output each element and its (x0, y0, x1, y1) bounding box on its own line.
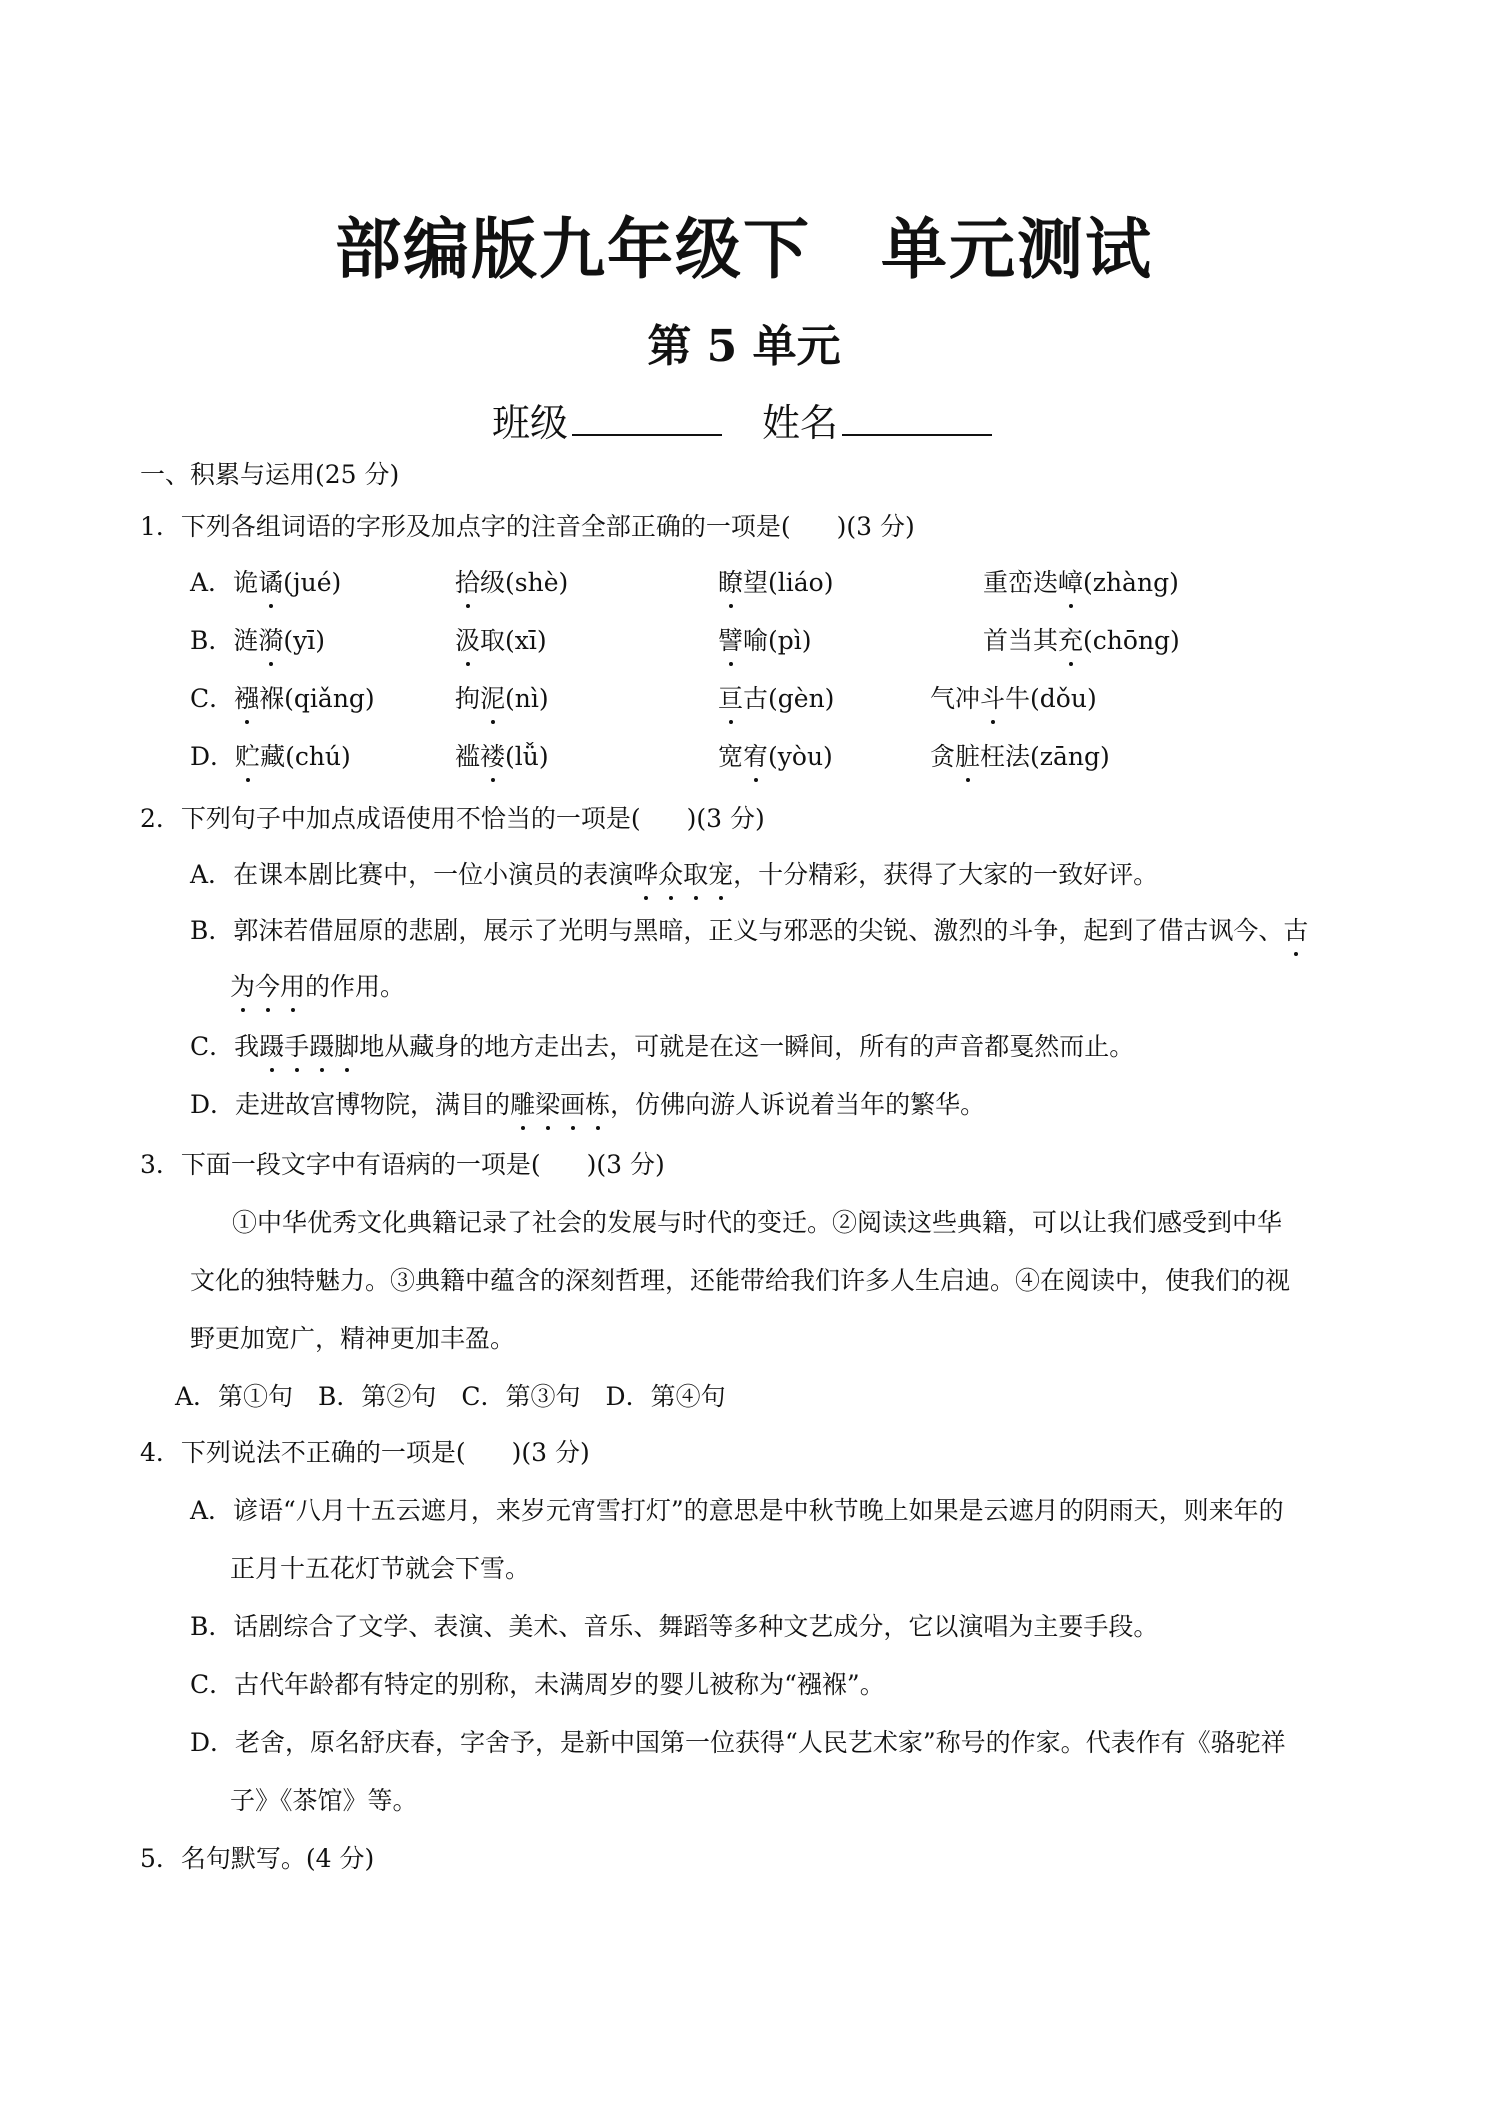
q1-a-word3: 瞭望(liáo) (718, 566, 834, 600)
q2-option-d: D．走进故宫博物院，满目的雕梁画栋，仿佛向游人诉说着当年的繁华。 (190, 1088, 985, 1122)
name-blank[interactable] (842, 400, 992, 436)
q4-option-a-line2: 正月十五花灯节就会下雪。 (230, 1554, 531, 1583)
q2-stem: 2．下列句子中加点成语使用不恰当的一项是( )(3 分) (140, 804, 765, 833)
q2-option-c: C．我蹑手蹑脚地从藏身的地方走出去，可就是在这一瞬间，所有的声音都戛然而止。 (190, 1030, 1134, 1064)
q1-c-word2: 拘泥(nì) (455, 682, 549, 716)
q2-option-b-line1: B．郭沫若借屈原的悲剧，展示了光明与黑暗，正义与邪恶的尖锐、激烈的斗争，起到了借古讽今、古 (190, 914, 1308, 948)
q1-a-word2: 拾级(shè) (455, 566, 568, 600)
q1-c-word4: 气冲斗牛(dǒu) (930, 682, 1097, 716)
q3-paragraph-line1: ①中华优秀文化典籍记录了社会的发展与时代的变迁。②阅读这些典籍，可以让我们感受到中华 (232, 1208, 1283, 1237)
page-title (0, 196, 1488, 291)
q1-d-word3: 宽宥(yòu) (718, 740, 833, 774)
q5-stem: 5．名句默写。(4 分) (140, 1844, 375, 1873)
q1-option-a: A．诡谲(jué) (190, 566, 341, 600)
q1-option-c: C．襁褓(qiǎng) (190, 682, 375, 716)
q4-option-d-line1: D．老舍，原名舒庆春，字舍予，是新中国第一位获得“人民艺术家”称号的作家。代表作有《骆驼祥 (190, 1728, 1286, 1757)
q1-option-b: B．涟漪(yī) (190, 624, 325, 658)
dotted-idiom: 雕梁画栋 (510, 1090, 610, 1119)
q4-option-a-line1: A．谚语“八月十五云遮月，来岁元宵雪打灯”的意思是中秋节晚上如果是云遮月的阴雨天，则来年的 (190, 1496, 1284, 1525)
name-label: 姓名 (762, 401, 839, 445)
dotted-idiom: 蹑手蹑脚 (259, 1032, 359, 1061)
q1-b-word2: 汲取(xī) (455, 624, 547, 658)
unit-subtitle: 第 5 单元 (647, 321, 841, 372)
q1-d-word4: 贪脏枉法(zāng) (930, 740, 1110, 774)
q1-b-word4: 首当其充(chōng) (983, 624, 1180, 658)
q1-stem: 1．下列各组词语的字形及加点字的注音全部正确的一项是( )(3 分) (140, 512, 915, 541)
class-label: 班级 (491, 401, 568, 445)
dotted-idiom: 哗众取宠 (633, 860, 733, 889)
title-left: 部编版九年级下 (335, 211, 811, 288)
q3-options: A．第①句 B．第②句 C．第③句 D．第④句 (175, 1382, 726, 1411)
title-right: 单元测试 (881, 211, 1153, 288)
class-name-line (0, 392, 1488, 447)
q1-c-word3: 亘古(gèn) (718, 682, 834, 716)
q4-option-c: C．古代年龄都有特定的别称，未满周岁的婴儿被称为“襁褓”。 (190, 1670, 885, 1699)
section-heading: 一、积累与运用(25 分) (140, 460, 400, 489)
q3-paragraph-line2: 文化的独特魅力。③典籍中蕴含的深刻哲理，还能带给我们许多人生启迪。④在阅读中，使我们的视 (190, 1266, 1291, 1295)
class-blank[interactable] (572, 400, 722, 436)
q1-d-word2: 褴褛(lǚ) (455, 740, 549, 774)
q4-option-d-line2: 子》《茶馆》等。 (230, 1786, 418, 1815)
q2-option-b-line2: 为今用的作用。 (230, 970, 405, 1004)
q4-option-b: B．话剧综合了文学、表演、美术、音乐、舞蹈等多种文艺成分，它以演唱为主要手段。 (190, 1612, 1159, 1641)
q2-option-a: A．在课本剧比赛中，一位小演员的表演哗众取宠，十分精彩，获得了大家的一致好评。 (190, 858, 1158, 892)
q1-a-word4: 重峦迭嶂(zhàng) (983, 566, 1179, 600)
dotted-idiom: 为今用 (230, 972, 305, 1001)
q3-paragraph-line3: 野更加宽广，精神更加丰盈。 (190, 1324, 516, 1353)
q1-option-d: D．贮藏(chú) (190, 740, 351, 774)
q4-stem: 4．下列说法不正确的一项是( )(3 分) (140, 1438, 590, 1467)
q3-stem: 3．下面一段文字中有语病的一项是( )(3 分) (140, 1150, 665, 1179)
q1-b-word3: 譬喻(pì) (718, 624, 812, 658)
